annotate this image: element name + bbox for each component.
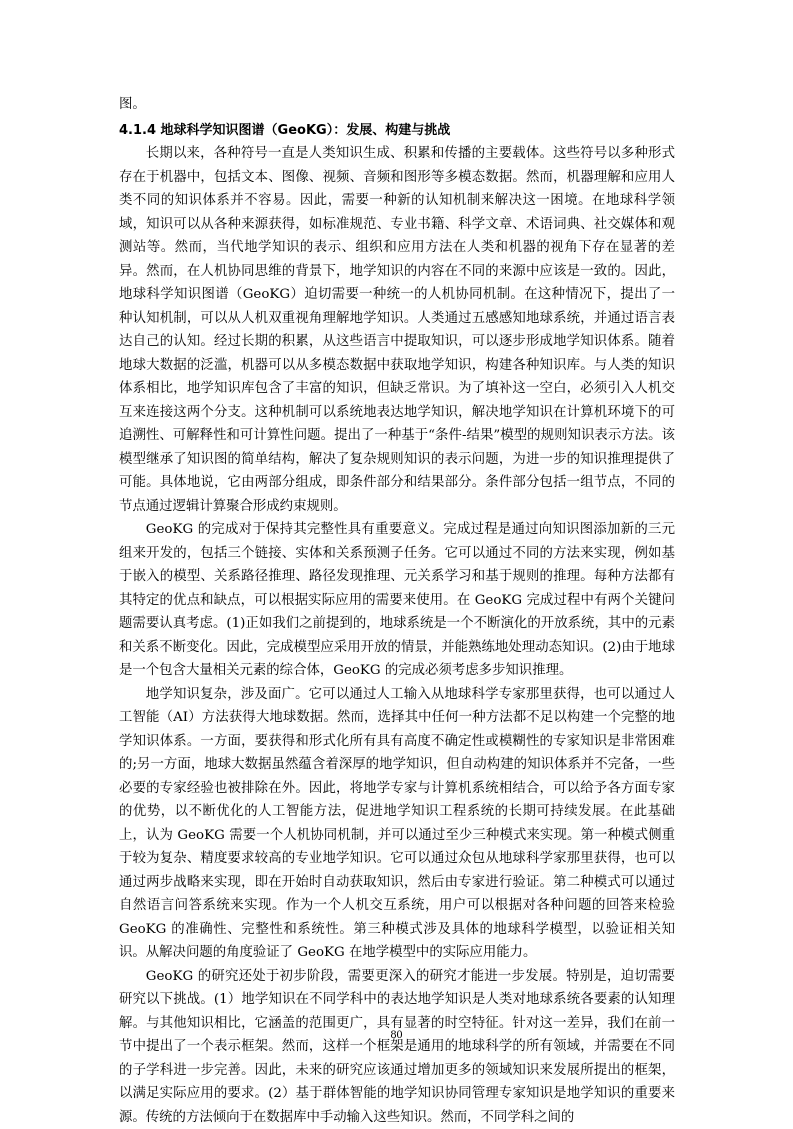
lead-fragment: 图。: [119, 93, 675, 117]
paragraph-1: 长期以来，各种符号一直是人类知识生成、积累和传播的主要载体。这些符号以多种形式存在于机器中，包括文本、图像、视频、音频和图形等多模态数据。然而，机器理解和应用人类不同的知识体系并不容易。因此，需要一种新的认知机制来解决这一困境。在地球科学领域，知识可以从各种来源获得，如标准规范、专业书籍、科学文章、术语词典、社交媒体和观测站等。然而，当代地学知识的表示、组织和应用方法在人类和机器的视角下存在显著的差异。然而，在人机协同思维的背景下，地学知识的内容在不同的来源中应该是一致的。因此，地球科学知识图谱（GeoKG）迫切需要一种统一的人机协同机制。在这种情况下，提出了一种认知机制，可以从人机双重视角理解地学知识。人类通过五感感知地球系统，并通过语言表达自己的认知。经过长期的积累，从这些语言中提取知识，可以逐步形成地学知识体系。随着地球大数据的泛滥，机器可以从多模态数据中获取地学知识，构建各种知识库。与人类的知识体系相比，地学知识库包含了丰富的知识，但缺乏常识。为了填补这一空白，必须引入人机交互来连接这两个分支。这种机制可以系统地表达地学知识，解决地学知识在计算机环境下的可追溯性、可解释性和可计算性问题。提出了一种基于“条件-结果”模型的规则知识表示方法。该模型继承了知识图的简单结构，解决了复杂规则知识的表示问题，为进一步的知识推理提供了可能。具体地说，它由两部分组成，即条件部分和结果部分。条件部分包括一组节点，不同的节点通过逻辑计算聚合形成约束规则。: [119, 142, 675, 518]
paragraph-3: 地学知识复杂，涉及面广。它可以通过人工输入从地球科学专家那里获得，也可以通过人工智能（AI）方法获得大地球数据。然而，选择其中任何一种方法都不足以构建一个完整的地学知识体系。一方面，要获得和形式化所有具有高度不确定性或模糊性的专家知识是非常困难的;另一方面，地球大数据虽然蕴含着深厚的地学知识，但自动构建的知识体系并不完备，一些必要的专家经验也被排除在外。因此，将地学专家与计算机系统相结合，可以给予各方面专家的优势，以不断优化的人工智能方法，促进地学知识工程系统的长期可持续发展。在此基础上，认为 GeoKG 需要一个人机协同机制，并可以通过至少三种模式来实现。第一种模式侧重于较为复杂、精度要求较高的专业地学知识。它可以通过众包从地球科学家那里获得，也可以通过两步战略来实现，即在开始时自动获取知识，然后由专家进行验证。第二种模式可以通过自然语言问答系统来实现。作为一个人机交互系统，用户可以根据对各种问题的回答来检验 GeoKG 的准确性、完整性和系统性。第三种模式涉及具体的地球科学模型，以验证相关知识。从解决问题的角度验证了 GeoKG 在地学模型中的实际应用能力。: [119, 683, 675, 965]
section-heading: 4.1.4 地球科学知识图谱（GeoKG）：发展、构建与挑战: [119, 119, 675, 143]
paragraph-2: GeoKG 的完成对于保持其完整性具有重要意义。完成过程是通过向知识图添加新的三元组来开发的，包括三个链接、实体和关系预测子任务。它可以通过不同的方法来实现，例如基于嵌入的模型、关系路径推理、路径发现推理、元关系学习和基于规则的推理。每种方法都有其特定的优点和缺点，可以根据实际应用的需要来使用。在 GeoKG 完成过程中有两个关键问题需要认真考虑。(1)正如我们之前提到的，地球系统是一个不断演化的开放系统，其中的元素和关系不断变化。因此，完成模型应采用开放的情景，并能熟练地处理动态知识。(2)由于地球是一个包含大量相关元素的综合体，GeoKG 的完成必须考虑多步知识推理。: [119, 518, 675, 683]
page-number: 80: [0, 1027, 793, 1042]
document-body: [119, 93, 675, 1129]
paragraph-4: GeoKG 的研究还处于初步阶段，需要更深入的研究才能进一步发展。特别是，迫切需要研究以下挑战。(1）地学知识在不同学科中的表达地学知识是人类对地球系统各要素的认知理解。与其他知识相比，它涵盖的范围更广，具有显著的时空特征。针对这一差异，我们在前一节中提出了一个表示框架。然而，这样一个框架是通用的地球科学的所有领域，并需要在不同的子学科进一步完善。因此，未来的研究应该通过增加更多的领域知识来发展所提出的框架，以满足实际应用的要求。(2）基于群体智能的地学知识协同管理专家知识是地学知识的重要来源。传统的方法倾向于在数据库中手动输入这些知识。然而，不同学科之间的: [119, 965, 675, 1129]
